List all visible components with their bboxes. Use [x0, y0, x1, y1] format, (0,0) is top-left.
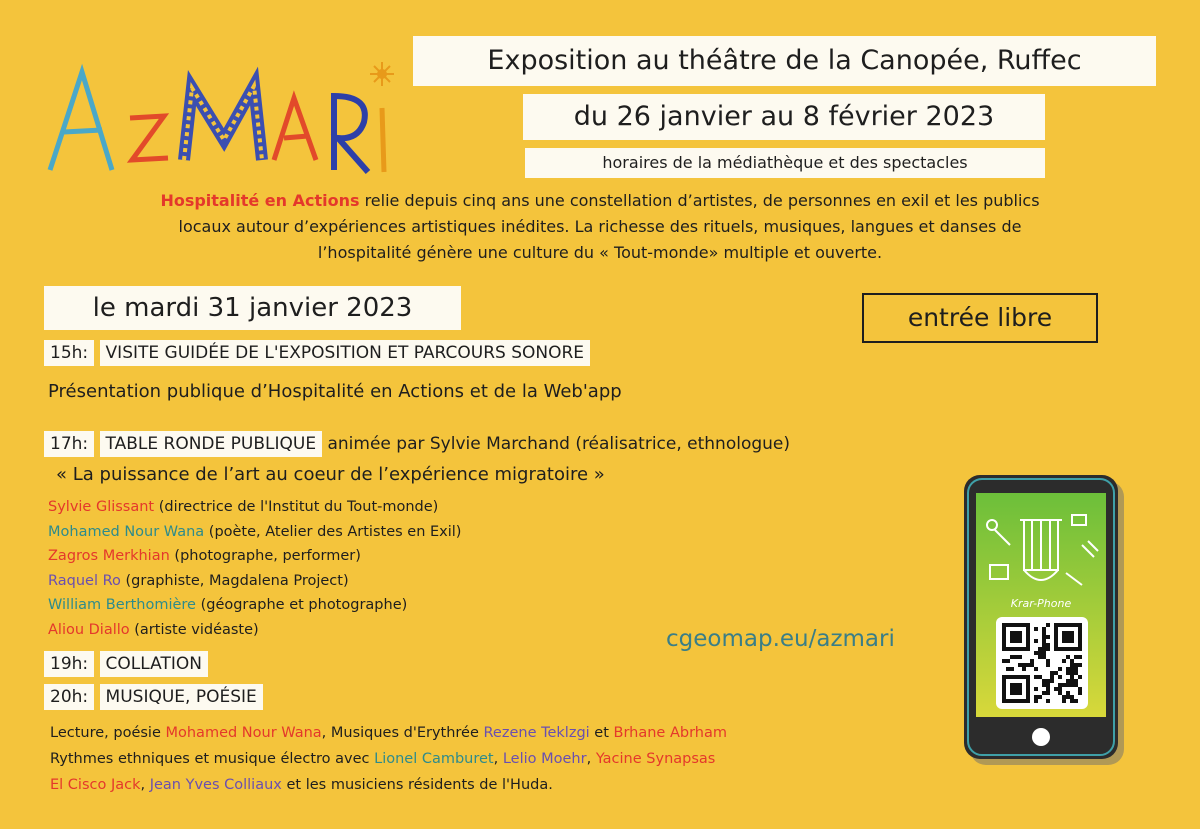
- home-button-icon: [1032, 728, 1050, 746]
- session-19h: [44, 651, 208, 677]
- music-text: ,: [493, 751, 499, 767]
- artist-name: Lelio Moehr: [502, 751, 587, 767]
- session-20h-time: 20h:: [44, 684, 94, 710]
- intro-text-1: relie depuis cinq ans une constellation d’artistes, de personnes en exil et les publics: [364, 191, 1040, 210]
- speaker-item: [48, 520, 461, 545]
- session-15h-time: 15h:: [44, 340, 94, 366]
- artist-name: Yacine Synapsas: [595, 751, 716, 767]
- speaker-name: William Berthomière: [48, 597, 196, 613]
- speaker-role: (artiste vidéaste): [134, 621, 259, 638]
- session-17h: [44, 431, 790, 457]
- azmari-logo-graphic: [42, 60, 402, 180]
- speaker-name: Zagros Merkhian: [48, 548, 170, 564]
- artist-name: Mohamed Nour Wana: [165, 725, 322, 741]
- speaker-role: (poète, Atelier des Artistes en Exil): [208, 523, 462, 540]
- session-17h-title: TABLE RONDE PUBLIQUE: [100, 431, 323, 457]
- website-link[interactable]: cgeomap.eu/azmari: [666, 626, 895, 652]
- azmari-logo: [42, 60, 402, 180]
- speaker-name: Mohamed Nour Wana: [48, 523, 205, 540]
- music-text: , Musiques d'Erythrée: [321, 725, 479, 741]
- speaker-item: [48, 544, 461, 569]
- artist-name: El Cisco Jack: [50, 777, 141, 793]
- session-15h-description: Présentation publique d’Hospitalité en Actions et de la Web'app: [48, 381, 622, 402]
- music-lineup: [50, 720, 727, 798]
- speaker-role: (directrice de l'Institut du Tout-monde): [158, 499, 439, 515]
- music-line-1: [50, 720, 727, 746]
- exhibition-title: Exposition au théâtre de la Canopée, Ruffec: [413, 36, 1156, 86]
- intro-paragraph: [55, 188, 1145, 266]
- speaker-name: Raquel Ro: [48, 572, 121, 589]
- speaker-item: [48, 495, 461, 520]
- brand-name: Hospitalité en Actions: [160, 191, 360, 210]
- session-19h-time: 19h:: [44, 651, 94, 677]
- music-text: Lecture, poésie: [50, 725, 161, 741]
- phone-graphic: [962, 475, 1124, 765]
- intro-line-1: [55, 188, 1145, 214]
- music-text: ,: [586, 751, 592, 767]
- exhibition-dates: du 26 janvier au 8 février 2023: [523, 94, 1045, 140]
- exhibition-hours: horaires de la médiathèque et des spectacles: [525, 148, 1045, 178]
- music-text: Rythmes ethniques et musique électro avec: [50, 751, 370, 767]
- session-17h-host: animée par Sylvie Marchand (réalisatrice, ethnologue): [327, 434, 791, 454]
- intro-line-3: l’hospitalité génère une culture du « Tout-monde» multiple et ouverte.: [317, 243, 883, 262]
- speaker-name: Sylvie Glissant: [48, 499, 155, 515]
- artist-name: Brhane Abrham: [613, 725, 727, 741]
- session-19h-title: COLLATION: [100, 651, 208, 677]
- speaker-item: [48, 618, 461, 643]
- session-15h-title: VISITE GUIDÉE DE L'EXPOSITION ET PARCOURS SONORE: [100, 340, 591, 366]
- session-20h-title: MUSIQUE, POÉSIE: [100, 684, 263, 710]
- music-text: et: [594, 725, 609, 741]
- speaker-list: [48, 495, 461, 642]
- artist-name: Rezene Teklzgi: [483, 725, 590, 741]
- session-20h: [44, 684, 263, 710]
- session-15h: [44, 340, 590, 366]
- session-17h-time: 17h:: [44, 431, 94, 457]
- event-date: le mardi 31 janvier 2023: [44, 286, 461, 330]
- music-line-3: [50, 772, 727, 798]
- round-table-quote: « La puissance de l’art au coeur de l’expérience migratoire »: [56, 464, 605, 485]
- speaker-role: (géographe et photographe): [200, 597, 408, 613]
- speaker-item: [48, 569, 461, 594]
- music-text: ,: [140, 777, 146, 793]
- speaker-role: (photographe, performer): [174, 548, 361, 564]
- intro-line-2: locaux autour d’expériences artistiques inédites. La richesse des rituels, musiques, langues et danses de: [178, 217, 1022, 236]
- speaker-role: (graphiste, Magdalena Project): [125, 572, 349, 589]
- phone-illustration: [962, 475, 1124, 765]
- free-entry-badge: entrée libre: [862, 293, 1098, 343]
- speaker-item: [48, 593, 461, 618]
- artist-name: Jean Yves Colliaux: [149, 777, 282, 793]
- speaker-name: Aliou Diallo: [48, 621, 130, 638]
- music-line-2: [50, 746, 727, 772]
- artist-name: Lionel Camburet: [374, 751, 494, 767]
- music-text: et les musiciens résidents de l'Huda.: [286, 777, 553, 793]
- app-label: Krar-Phone: [1010, 597, 1072, 610]
